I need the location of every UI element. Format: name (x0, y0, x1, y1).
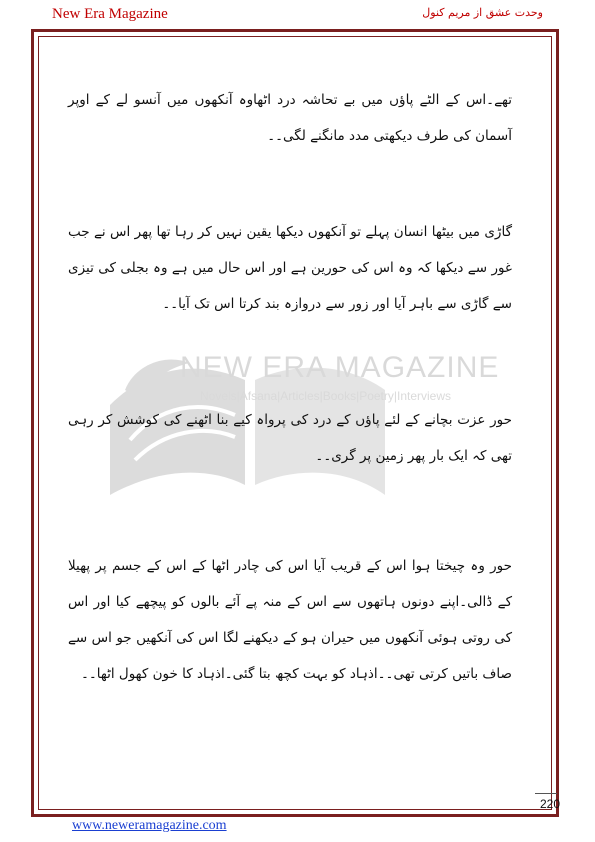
magazine-name: New Era Magazine (52, 6, 168, 22)
paragraph-4: حور وہ چیختا ہوا اس کے قریب آیا اس کی چادر اٹھا کے اس کے جسم پر پھیلا کے ڈالی۔اپنے دونوں ہاتھوں سے اس کے منہ پے آئے بالوں کو پیچھے کیا اور اس کی روتی ہوئی آنکھوں میں حیران ہو کے دیکھنے لگا اس کی آنکھیں جو اس سے صاف باتیں کرتی تھی۔۔اذہاد کو بہت کچھ بتا گئی۔اذہاد کا خون کھول اٹھا۔۔ (68, 558, 512, 682)
footer-website-link[interactable]: www.neweramagazine.com (72, 818, 227, 833)
page-number: 220 (540, 797, 561, 811)
paragraph-2: گاڑی میں بیٹھا انسان پہلے تو آنکھوں دیکھا یقین نہیں کر رہا تھا پھر اس نے جب غور سے دیکھا کہ وہ اس کی حورین ہے اور اس حال میں ہے وہ بجلی کی تیزی سے گاڑی سے باہر آیا اور زور سے دروازہ بند کرتا اس تک آیا۔۔ (68, 224, 512, 312)
watermark-subtitle: Novels|Afsana|Articles|Books|Poetry|Interviews (200, 389, 452, 403)
paragraph-3: حور عزت بچانے کے لئے پاؤں کے درد کی پرواہ کیے بنا اٹھنے کی کوشش کر رہی تھی کہ ایک بار پھر زمین پر گری۔۔ (68, 412, 512, 464)
novel-title: وحدت عشق از مریم کنول (422, 6, 543, 19)
paragraph-1: تھے۔اس کے الٹے پاؤں میں بے تحاشہ درد اٹھاوہ آنکھوں میں آنسو لے کے اوپر آسمان کی طرف دیکھتی مدد مانگنے لگی۔۔ (68, 92, 512, 144)
watermark-title: NEW ERA MAGAZINE (180, 351, 500, 384)
page-number-rule (535, 793, 557, 794)
